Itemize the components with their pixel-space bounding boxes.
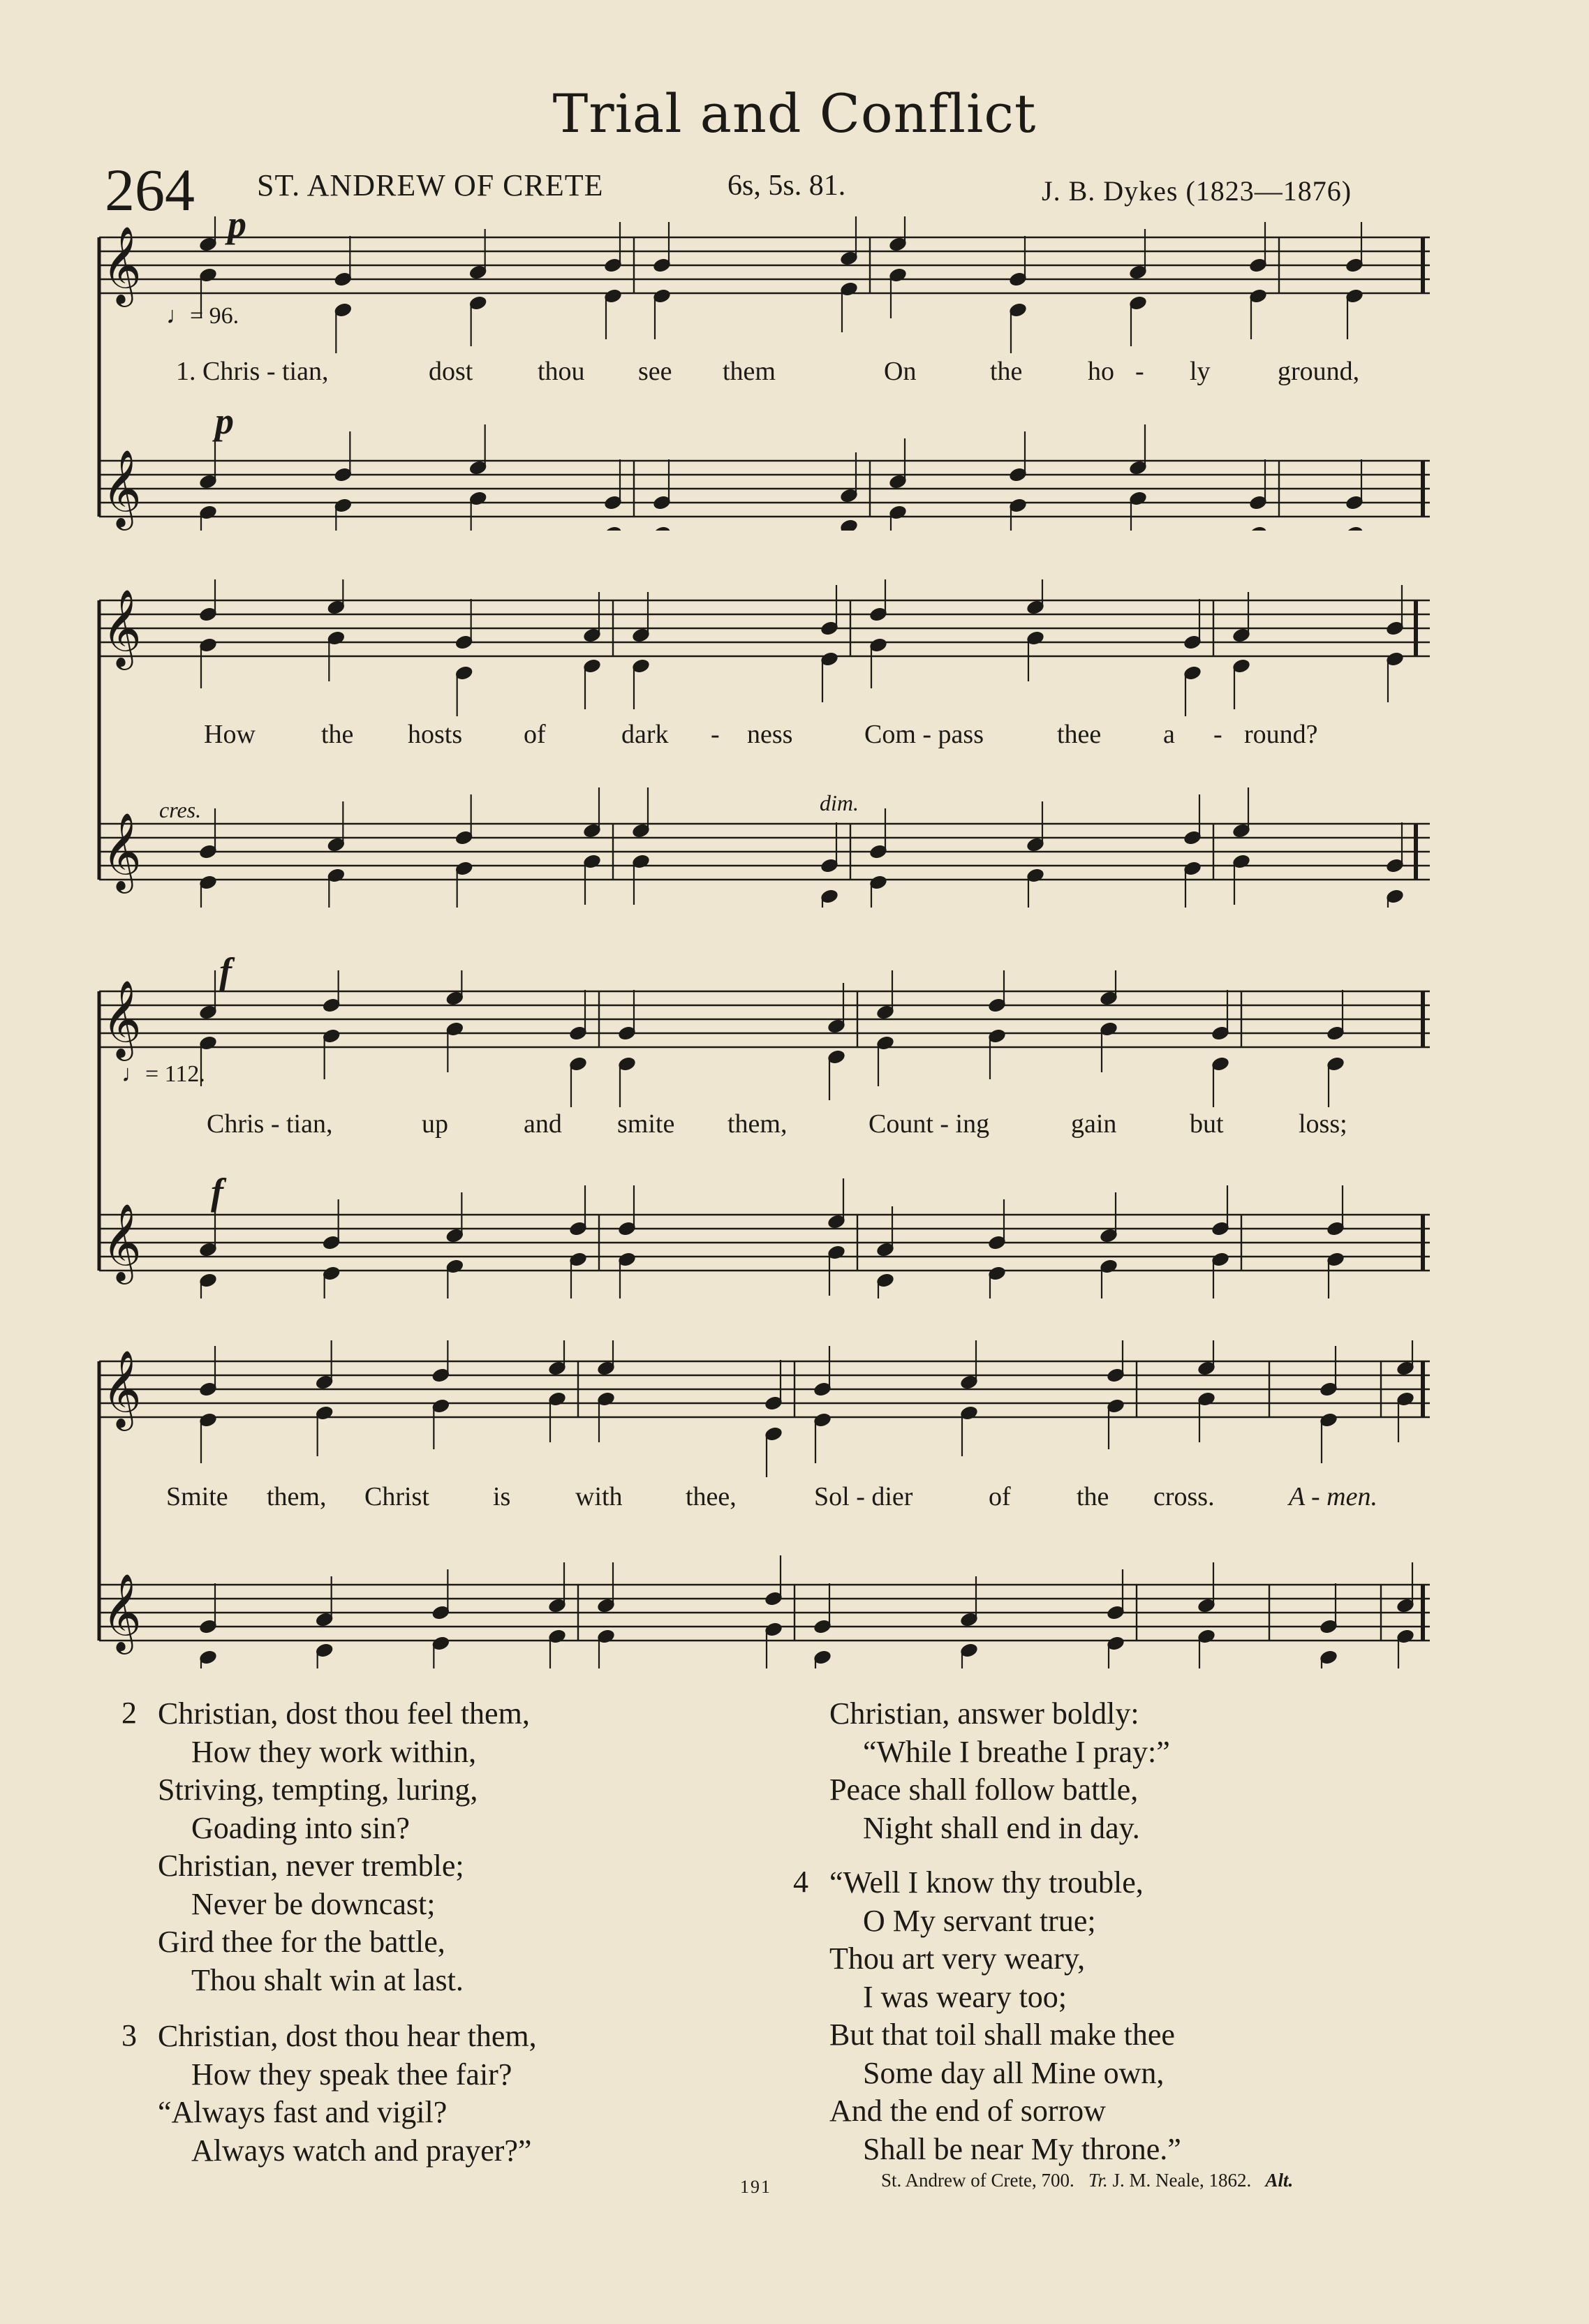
music-system-4: [96, 1340, 1437, 1668]
lyric-syllable: round?: [1244, 720, 1318, 749]
lyric-syllable: of: [524, 720, 546, 749]
lyric-syllable: dark: [621, 720, 669, 749]
lyric-syllable: up: [422, 1109, 448, 1139]
tempo-marking: ♩= 96.: [166, 303, 239, 329]
verse-number: 3: [121, 2018, 137, 2052]
lyric-syllable: hosts: [408, 720, 463, 749]
verse-line: Night shall end in day.: [863, 1810, 1140, 1845]
dynamic-marking: f: [219, 950, 232, 992]
lyric-syllable: On: [884, 357, 917, 386]
lyric-syllable: cross.: [1153, 1482, 1215, 1511]
lyric-syllable: thee: [1057, 720, 1102, 749]
verse-line: How they speak thee fair?: [191, 2057, 512, 2092]
lyric-syllable: How: [204, 720, 256, 749]
lyric-syllable: ness: [747, 720, 793, 749]
verse-line: “While I breathe I pray:”: [863, 1734, 1170, 1769]
composer: J. B. Dykes (1823—1876): [1042, 175, 1352, 207]
lyric-syllable: -: [1213, 720, 1222, 749]
treble-clef-icon: 𝄞: [102, 1573, 142, 1651]
section-heading: Trial and Conflict: [552, 82, 1037, 145]
verse-3-continued: [829, 1695, 1170, 1847]
lyric-syllable: and: [524, 1109, 562, 1139]
lyric-syllable: them,: [727, 1109, 788, 1139]
dynamic-marking: cres.: [159, 797, 202, 822]
lyric-syllable: Com - pass: [864, 720, 984, 749]
verse-line: But that toil shall make thee: [829, 2018, 1175, 2052]
attribution-translator-prefix: Tr.: [1088, 2170, 1108, 2191]
page-number: 191: [740, 2177, 771, 2197]
lyric-syllable: ly: [1190, 357, 1211, 386]
tune-name: ST. ANDREW OF CRETE: [257, 168, 604, 202]
lyric-syllable: but: [1190, 1109, 1224, 1139]
verse-line: Thou art very weary,: [829, 1941, 1086, 1976]
verse-line: I was weary too;: [863, 1979, 1067, 2014]
verse-line: Christian, dost thou hear them,: [158, 2019, 537, 2053]
treble-clef-icon: 𝄞: [102, 979, 142, 1058]
verse-line: Some day all Mine own,: [863, 2055, 1165, 2090]
verse-line: Christian, never tremble;: [158, 1849, 464, 1883]
verse-line: Always watch and prayer?”: [191, 2133, 532, 2168]
lyric-syllable: -: [1135, 357, 1144, 386]
dynamic-marking: dim.: [820, 790, 859, 815]
lyrics-line-4: [96, 1481, 1437, 1523]
lyric-syllable: A - men.: [1289, 1482, 1377, 1511]
lyric-syllable: Chris - tian,: [207, 1109, 333, 1139]
verse-4: [829, 1864, 1181, 2168]
lyric-syllable: dost: [429, 357, 473, 386]
note-head: [603, 525, 623, 531]
verse-line: “Well I know thy trouble,: [829, 1865, 1144, 1900]
lyric-syllable: smite: [617, 1109, 675, 1139]
note-head: [652, 525, 672, 531]
lyric-syllable: loss;: [1299, 1109, 1347, 1139]
dynamic-marking: p: [215, 400, 234, 442]
meter: 6s, 5s. 81.: [727, 170, 846, 202]
verse-line: Gird thee for the battle,: [158, 1925, 445, 1959]
verse-3: [158, 2018, 537, 2170]
lyric-syllable: 1. Chris - tian,: [176, 357, 329, 386]
treble-clef-icon: 𝄞: [102, 449, 142, 527]
attribution-translator: J. M. Neale, 1862.: [1112, 2170, 1252, 2191]
treble-clef-icon: 𝄞: [102, 225, 142, 304]
lyric-syllable: the: [1077, 1482, 1109, 1511]
verse-line: Christian, dost thou feel them,: [158, 1696, 530, 1731]
lyric-syllable: is: [493, 1482, 511, 1511]
verse-line: Shall be near My throne.”: [863, 2131, 1181, 2166]
verse-line: O My servant true;: [863, 1903, 1096, 1938]
attribution: [881, 2170, 1293, 2191]
lyric-syllable: ground,: [1278, 357, 1360, 386]
hymn-number: 264: [105, 156, 195, 223]
music-system-1: [96, 203, 1437, 531]
verse-line: “Always fast and vigil?: [158, 2095, 448, 2129]
lyric-syllable: see: [638, 357, 672, 386]
lyric-syllable: Christ: [364, 1482, 429, 1511]
verse-line: Thou shalt win at last.: [191, 1962, 464, 1997]
verse-line: Christian, answer boldly:: [829, 1696, 1139, 1731]
verse-line: And the end of sorrow: [829, 2094, 1106, 2128]
attribution-alt: Alt.: [1265, 2170, 1294, 2191]
treble-clef-icon: 𝄞: [102, 1349, 142, 1428]
verse-number: 2: [121, 1696, 137, 1730]
verse-line: Goading into sin?: [191, 1810, 410, 1845]
treble-clef-icon: 𝄞: [102, 812, 142, 890]
lyric-syllable: of: [989, 1482, 1011, 1511]
music-system-3: [96, 950, 1437, 1298]
lyric-syllable: them,: [267, 1482, 327, 1511]
lyric-syllable: thou: [538, 357, 585, 386]
verse-line: How they work within,: [191, 1734, 477, 1769]
note-head: [1248, 525, 1268, 531]
lyric-syllable: ho: [1088, 357, 1114, 386]
lyrics-line-2: [96, 719, 1437, 761]
lyric-syllable: gain: [1071, 1109, 1117, 1139]
lyrics-line-3: [96, 1109, 1437, 1150]
verse-line: Never be downcast;: [191, 1886, 436, 1921]
lyrics-line-1: [96, 356, 1437, 398]
tempo-marking: ♩= 112.: [121, 1061, 205, 1087]
treble-clef-icon: 𝄞: [102, 589, 142, 667]
verse-line: Peace shall follow battle,: [829, 1772, 1139, 1807]
verse-2: [158, 1695, 530, 1999]
lyric-syllable: a: [1163, 720, 1175, 749]
verse-number: 4: [793, 1865, 808, 1899]
lyric-syllable: Count - ing: [869, 1109, 990, 1139]
lyric-syllable: the: [321, 720, 354, 749]
note-head: [1345, 525, 1364, 531]
treble-clef-icon: 𝄞: [102, 1203, 142, 1281]
dynamic-marking: f: [211, 1171, 223, 1213]
lyric-syllable: Sol - dier: [814, 1482, 913, 1511]
lyric-syllable: thee,: [686, 1482, 737, 1511]
lyric-syllable: the: [990, 357, 1023, 386]
verse-line: Striving, tempting, luring,: [158, 1772, 478, 1807]
lyric-syllable: Smite: [166, 1482, 228, 1511]
attribution-author: St. Andrew of Crete, 700.: [881, 2170, 1074, 2191]
lyric-syllable: with: [575, 1482, 623, 1511]
lyric-syllable: them: [723, 357, 776, 386]
dynamic-marking: p: [228, 203, 246, 245]
music-system-2: [96, 579, 1437, 908]
lyric-syllable: -: [711, 720, 720, 749]
